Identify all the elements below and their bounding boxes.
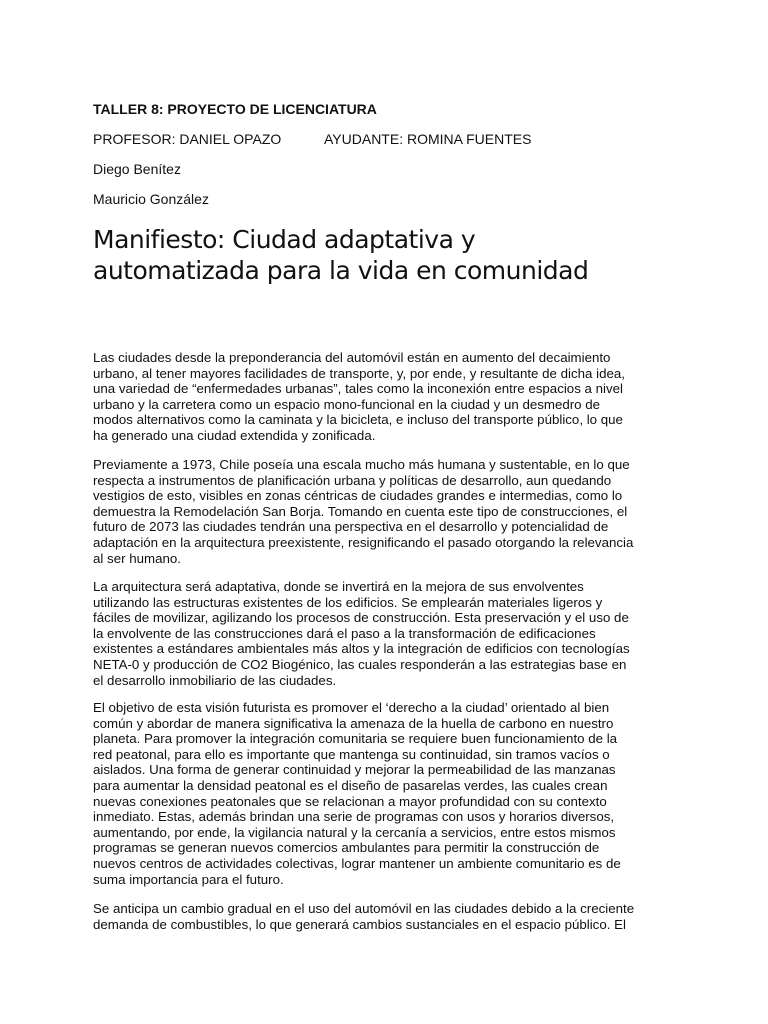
text-line: para aumentar la densidad peatonal es el diseño de pasarelas verdes, las cuales crean bbox=[93, 777, 608, 793]
paragraph-3 bbox=[93, 579, 683, 688]
title-line: automatizada para la vida en comunidad bbox=[93, 256, 589, 285]
paragraph-5 bbox=[93, 901, 683, 932]
text-line: utilizando las estructuras existentes de los edificios. Se emplearán materiales ligeros y bbox=[93, 594, 603, 610]
text-line: nuevas conexiones peatonales que se relacionan a mayor profundidad con su contexto bbox=[93, 793, 607, 809]
author-2: Mauricio González bbox=[93, 191, 209, 207]
paragraph-1 bbox=[93, 350, 683, 444]
paragraph-4 bbox=[93, 700, 683, 887]
text-line: común y abordar de manera significativa la amenaza de la huella de carbono en nuestro bbox=[93, 715, 614, 731]
text-line: una variedad de “enfermedades urbanas”, tales como la inconexión entre espacios a nivel bbox=[93, 381, 623, 397]
text-line: adaptación en la arquitectura preexistente, resignificando el pasado otorgando la relevancia bbox=[93, 534, 634, 550]
text-line: vestigios de esto, visibles en zonas céntricas de ciudades grandes e intermedias, como lo bbox=[93, 488, 623, 504]
assistant-name: AYUDANTE: ROMINA FUENTES bbox=[324, 131, 532, 147]
document-title bbox=[93, 224, 693, 286]
text-line: Las ciudades desde la preponderancia del automóvil están en aumento del decaimiento bbox=[93, 350, 611, 365]
professor-name: PROFESOR: DANIEL OPAZO bbox=[93, 131, 282, 147]
text-line: el desarrollo inmobiliario de las ciudades. bbox=[93, 672, 337, 688]
text-line: urbano, al tener mayores facilidades de transporte, y, por ende, y resultante de dicha idea, bbox=[93, 365, 625, 381]
text-line: demanda de combustibles, lo que generará cambios sustanciales en el espacio público. El bbox=[93, 916, 626, 932]
text-line: NETA-0 y producción de CO2 Biogénico, las cuales responderán a las estrategias base en bbox=[93, 656, 627, 672]
text-line: urbano y la carretera como un espacio mono-funcional en la ciudad y un desmedro de bbox=[93, 396, 601, 412]
course-title: TALLER 8: PROYECTO DE LICENCIATURA bbox=[93, 101, 377, 117]
text-line: demuestra la Remodelación San Borja. Tomando en cuenta este tipo de construcciones, el bbox=[93, 503, 628, 519]
text-line: al ser humano. bbox=[93, 550, 181, 566]
text-line: red peatonal, para ello es importante que mantenga su continuidad, sin tramos vacíos o bbox=[93, 746, 610, 762]
text-line: fáciles de movilizar, agilizando los procesos de construcción. Esta preservación y el uso de bbox=[93, 610, 629, 626]
text-line: El objetivo de esta visión futurista es promover el ‘derecho a la ciudad’ orientado al bien bbox=[93, 700, 610, 715]
text-line: ha generado una ciudad extendida y zonificada. bbox=[93, 427, 376, 443]
text-line: Se anticipa un cambio gradual en el uso del automóvil en las ciudades debido a la creciente bbox=[93, 901, 635, 916]
text-line: planeta. Para promover la integración comunitaria se requiere buen funcionamiento de la bbox=[93, 731, 618, 747]
text-line: existentes a estándares ambientales más altos y la integración de edificios con tecnologías bbox=[93, 641, 630, 657]
text-line: nuevos centros de actividades colectivas, lograr mantener un ambiente comunitario es de bbox=[93, 855, 621, 871]
text-line: respecta a instrumentos de planificación urbana y políticas de desarrollo, aun quedando bbox=[93, 472, 612, 488]
text-line: programas se generan nuevos comercios ambulantes para permitir la construcción de bbox=[93, 840, 600, 856]
text-line: inmediato. Estas, además brindan una serie de programas con usos y horarios diversos, bbox=[93, 809, 615, 825]
text-line: suma importancia para el futuro. bbox=[93, 871, 284, 887]
text-line: futuro de 2073 las ciudades tendrán una perspectiva en el desarrollo y potencialidad de bbox=[93, 519, 609, 535]
paragraph-2 bbox=[93, 457, 683, 566]
text-line: La arquitectura será adaptativa, donde se invertirá en la mejora de sus envolventes bbox=[93, 579, 584, 594]
title-line: Manifiesto: Ciudad adaptativa y bbox=[93, 225, 476, 254]
text-line: aislados. Una forma de generar continuidad y mejorar la permeabilidad de las manzanas bbox=[93, 762, 616, 778]
text-line: la envolvente de las construcciones dará el paso a la transformación de edificaciones bbox=[93, 625, 596, 641]
text-line: Previamente a 1973, Chile poseía una escala mucho más humana y sustentable, en lo que bbox=[93, 457, 630, 472]
text-line: aumentando, por ende, la vigilancia natural y la cercanía a servicios, entre estos mismos bbox=[93, 824, 616, 840]
author-1: Diego Benítez bbox=[93, 161, 181, 177]
text-line: modos alternativos como la caminata y la bicicleta, e incluso del transporte público, lo que bbox=[93, 412, 623, 428]
